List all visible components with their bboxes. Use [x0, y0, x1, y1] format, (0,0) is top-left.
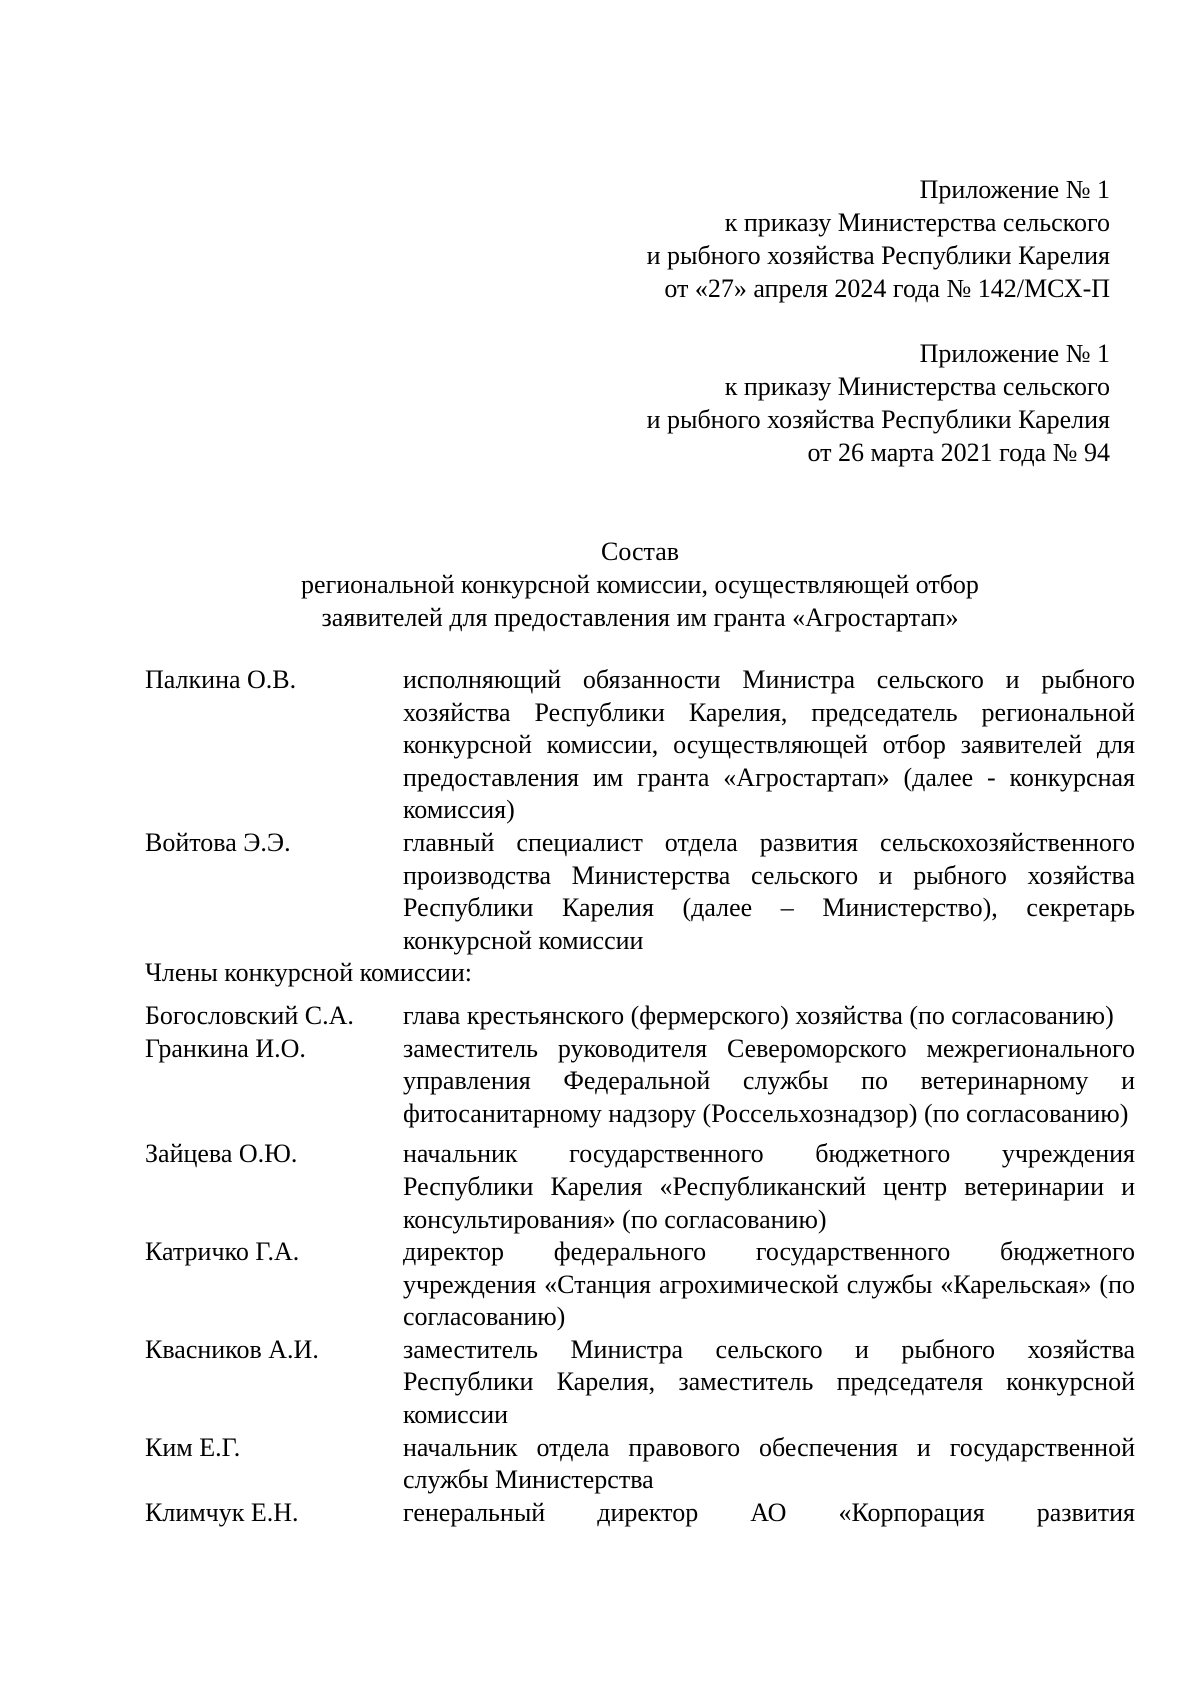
- member-role: начальник государственного бюджетного учреждения Республики Карелия «Республиканский центр ветеринарии и консультирования» (по согласованию): [403, 1139, 1135, 1234]
- member-name: Зайцева О.Ю.: [145, 1139, 298, 1169]
- member-name: Климчук Е.Н.: [145, 1497, 299, 1527]
- member-name: Гранкина И.О.: [145, 1033, 306, 1063]
- members-heading: Члены конкурсной комиссии:: [145, 958, 472, 988]
- commission-leadership: [145, 664, 1135, 1529]
- member-role: заместитель Министра сельского и рыбного хозяйства Республики Карелия, заместитель председателя конкурсной комиссии: [403, 1334, 1135, 1430]
- member-name: Ким Е.Г.: [145, 1432, 241, 1462]
- appendix-order-line: к приказу Министерства сельского: [724, 208, 1110, 237]
- member-role: заместитель руководителя Североморского межрегионального управления Федеральной службы по ветеринарному и фитосанитарному надзору (Россельхознадзор) (по согласованию): [403, 1033, 1135, 1128]
- appendix-ministry-line: и рыбного хозяйства Республики Карелия: [646, 405, 1110, 434]
- member-role: исполняющий обязанности Министра сельского и рыбного хозяйства Республики Карелия, председатель региональной конкурсной комиссии, осуществляющей отбор заявителей для предоставления им гранта «Агростартап» (далее - конкурсная комиссия): [403, 665, 1135, 825]
- member-row: [145, 1432, 1135, 1497]
- appendix-number: Приложение № 1: [919, 339, 1110, 368]
- member-role: директор федерального государственного бюджетного учреждения «Станция агрохимической службы «Карельская» (по согласованию): [403, 1237, 1135, 1332]
- title-line-2: региональной конкурсной комиссии, осуществляющей отбор: [301, 570, 979, 599]
- member-name: Богословский С.А.: [145, 1000, 354, 1030]
- document-title: [145, 535, 1135, 634]
- member-row: [145, 1138, 1135, 1236]
- member-role: начальник отдела правового обеспечения и государственной службы Министерства: [403, 1432, 1135, 1495]
- member-row: [145, 1334, 1135, 1432]
- appendix-number: Приложение № 1: [919, 175, 1110, 204]
- title-line-1: Состав: [600, 537, 680, 566]
- member-name: Палкина О.В.: [145, 665, 297, 694]
- member-row: [145, 1497, 1135, 1530]
- title-line-3: заявителей для предоставления им гранта «Агростартап»: [321, 603, 959, 632]
- member-role: главный специалист отдела развития сельскохозяйственного производства Министерства сельского и рыбного хозяйства Республики Карелия (далее – Министерство), секретарь конкурсной комиссии: [403, 827, 1135, 955]
- appendix-header-current: [410, 173, 1110, 305]
- appendix-ministry-line: и рыбного хозяйства Республики Карелия: [646, 241, 1110, 270]
- appendix-date-line: от 26 марта 2021 года № 94: [807, 438, 1110, 467]
- member-name: Войтова Э.Э.: [145, 827, 291, 857]
- member-row: [145, 827, 1135, 957]
- member-row: [145, 1000, 1135, 1033]
- member-role: глава крестьянского (фермерского) хозяйства (по согласованию): [403, 1000, 1114, 1030]
- appendix-date-line: от «27» апреля 2024 года № 142/МСХ-П: [664, 274, 1110, 303]
- member-name: Квасников А.И.: [145, 1334, 319, 1364]
- member-row: [145, 664, 1135, 827]
- member-row: [145, 1033, 1135, 1131]
- appendix-order-line: к приказу Министерства сельского: [724, 372, 1110, 401]
- member-name: Катричко Г.А.: [145, 1237, 300, 1267]
- member-row: [145, 1236, 1135, 1334]
- member-role: генеральный директор АО «Корпорация развития: [403, 1497, 1135, 1527]
- appendix-header-original: [410, 337, 1110, 469]
